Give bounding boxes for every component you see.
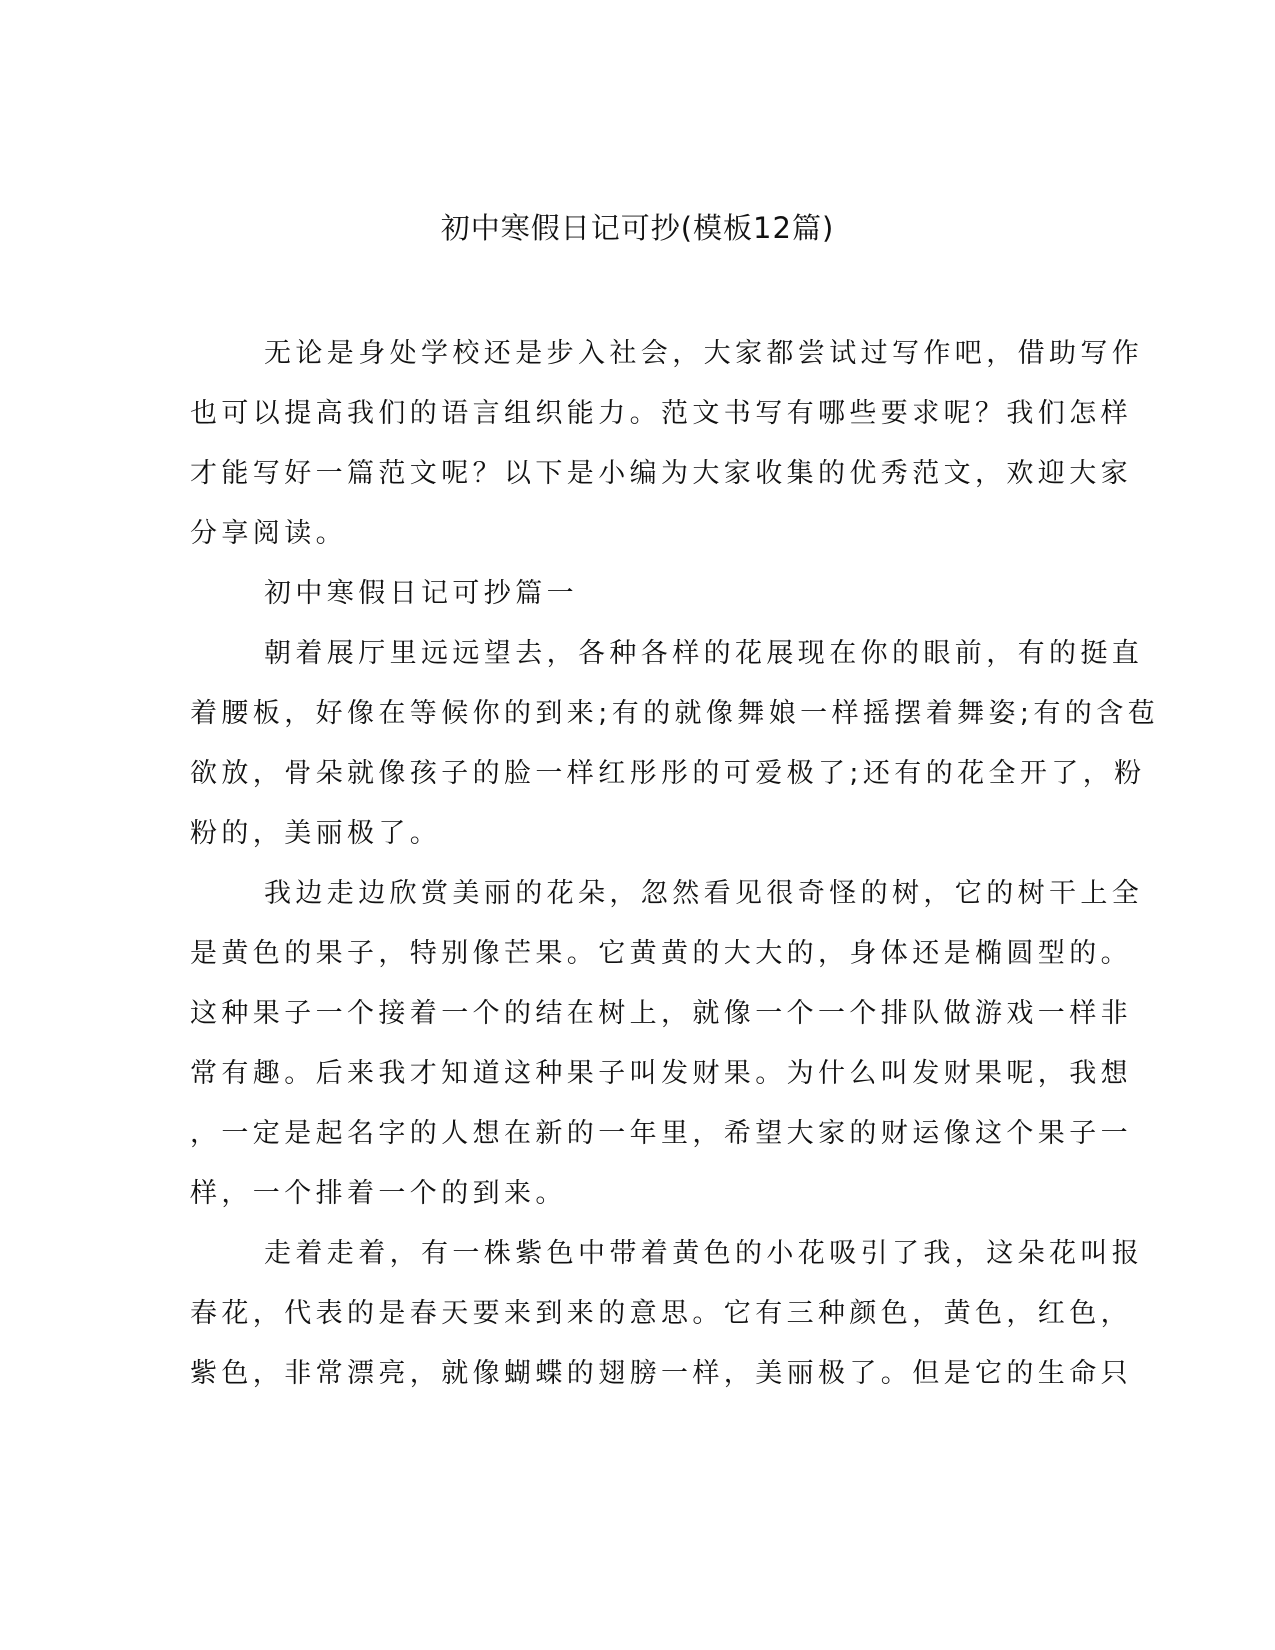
text-line: 分享阅读。 bbox=[190, 518, 347, 549]
text-line: 着腰板，好像在等候你的到来;有的就像舞娘一样摇摆着舞姿;有的含苞 bbox=[190, 698, 1159, 729]
text-line: 才能写好一篇范文呢？以下是小编为大家收集的优秀范文，欢迎大家 bbox=[190, 458, 1132, 489]
text-line: 粉的，美丽极了。 bbox=[190, 818, 442, 849]
document-title: 初中寒假日记可抄(模板12篇) bbox=[440, 211, 835, 245]
text-line: 也可以提高我们的语言组织能力。范文书写有哪些要求呢？我们怎样 bbox=[190, 398, 1132, 429]
text-line: 无论是身处学校还是步入社会，大家都尝试过写作吧，借助写作 bbox=[264, 338, 1144, 369]
text-line: 朝着展厅里远远望去，各种各样的花展现在你的眼前，有的挺直 bbox=[264, 638, 1144, 669]
text-line: 这种果子一个接着一个的结在树上，就像一个一个排队做游戏一样非 bbox=[190, 998, 1132, 1029]
text-line: 春花，代表的是春天要来到来的意思。它有三种颜色，黄色，红色， bbox=[190, 1298, 1132, 1329]
document-body bbox=[190, 329, 1159, 1409]
text-line: 我边走边欣赏美丽的花朵，忽然看见很奇怪的树，它的树干上全 bbox=[264, 878, 1144, 909]
text-line: 走着走着，有一株紫色中带着黄色的小花吸引了我，这朵花叫报 bbox=[264, 1238, 1144, 1269]
text-line: 是黄色的果子，特别像芒果。它黄黄的大大的，身体还是椭圆型的。 bbox=[190, 938, 1132, 969]
text-line: 常有趣。后来我才知道这种果子叫发财果。为什么叫发财果呢，我想 bbox=[190, 1058, 1132, 1089]
text-line: 样，一个排着一个的到来。 bbox=[190, 1178, 567, 1209]
text-line: 欲放，骨朵就像孩子的脸一样红彤彤的可爱极了;还有的花全开了，粉 bbox=[190, 758, 1146, 789]
section-heading: 初中寒假日记可抄篇一 bbox=[264, 578, 578, 609]
text-line: 紫色，非常漂亮，就像蝴蝶的翅膀一样，美丽极了。但是它的生命只 bbox=[190, 1358, 1132, 1389]
text-line: ，一定是起名字的人想在新的一年里，希望大家的财运像这个果子一 bbox=[190, 1118, 1132, 1149]
